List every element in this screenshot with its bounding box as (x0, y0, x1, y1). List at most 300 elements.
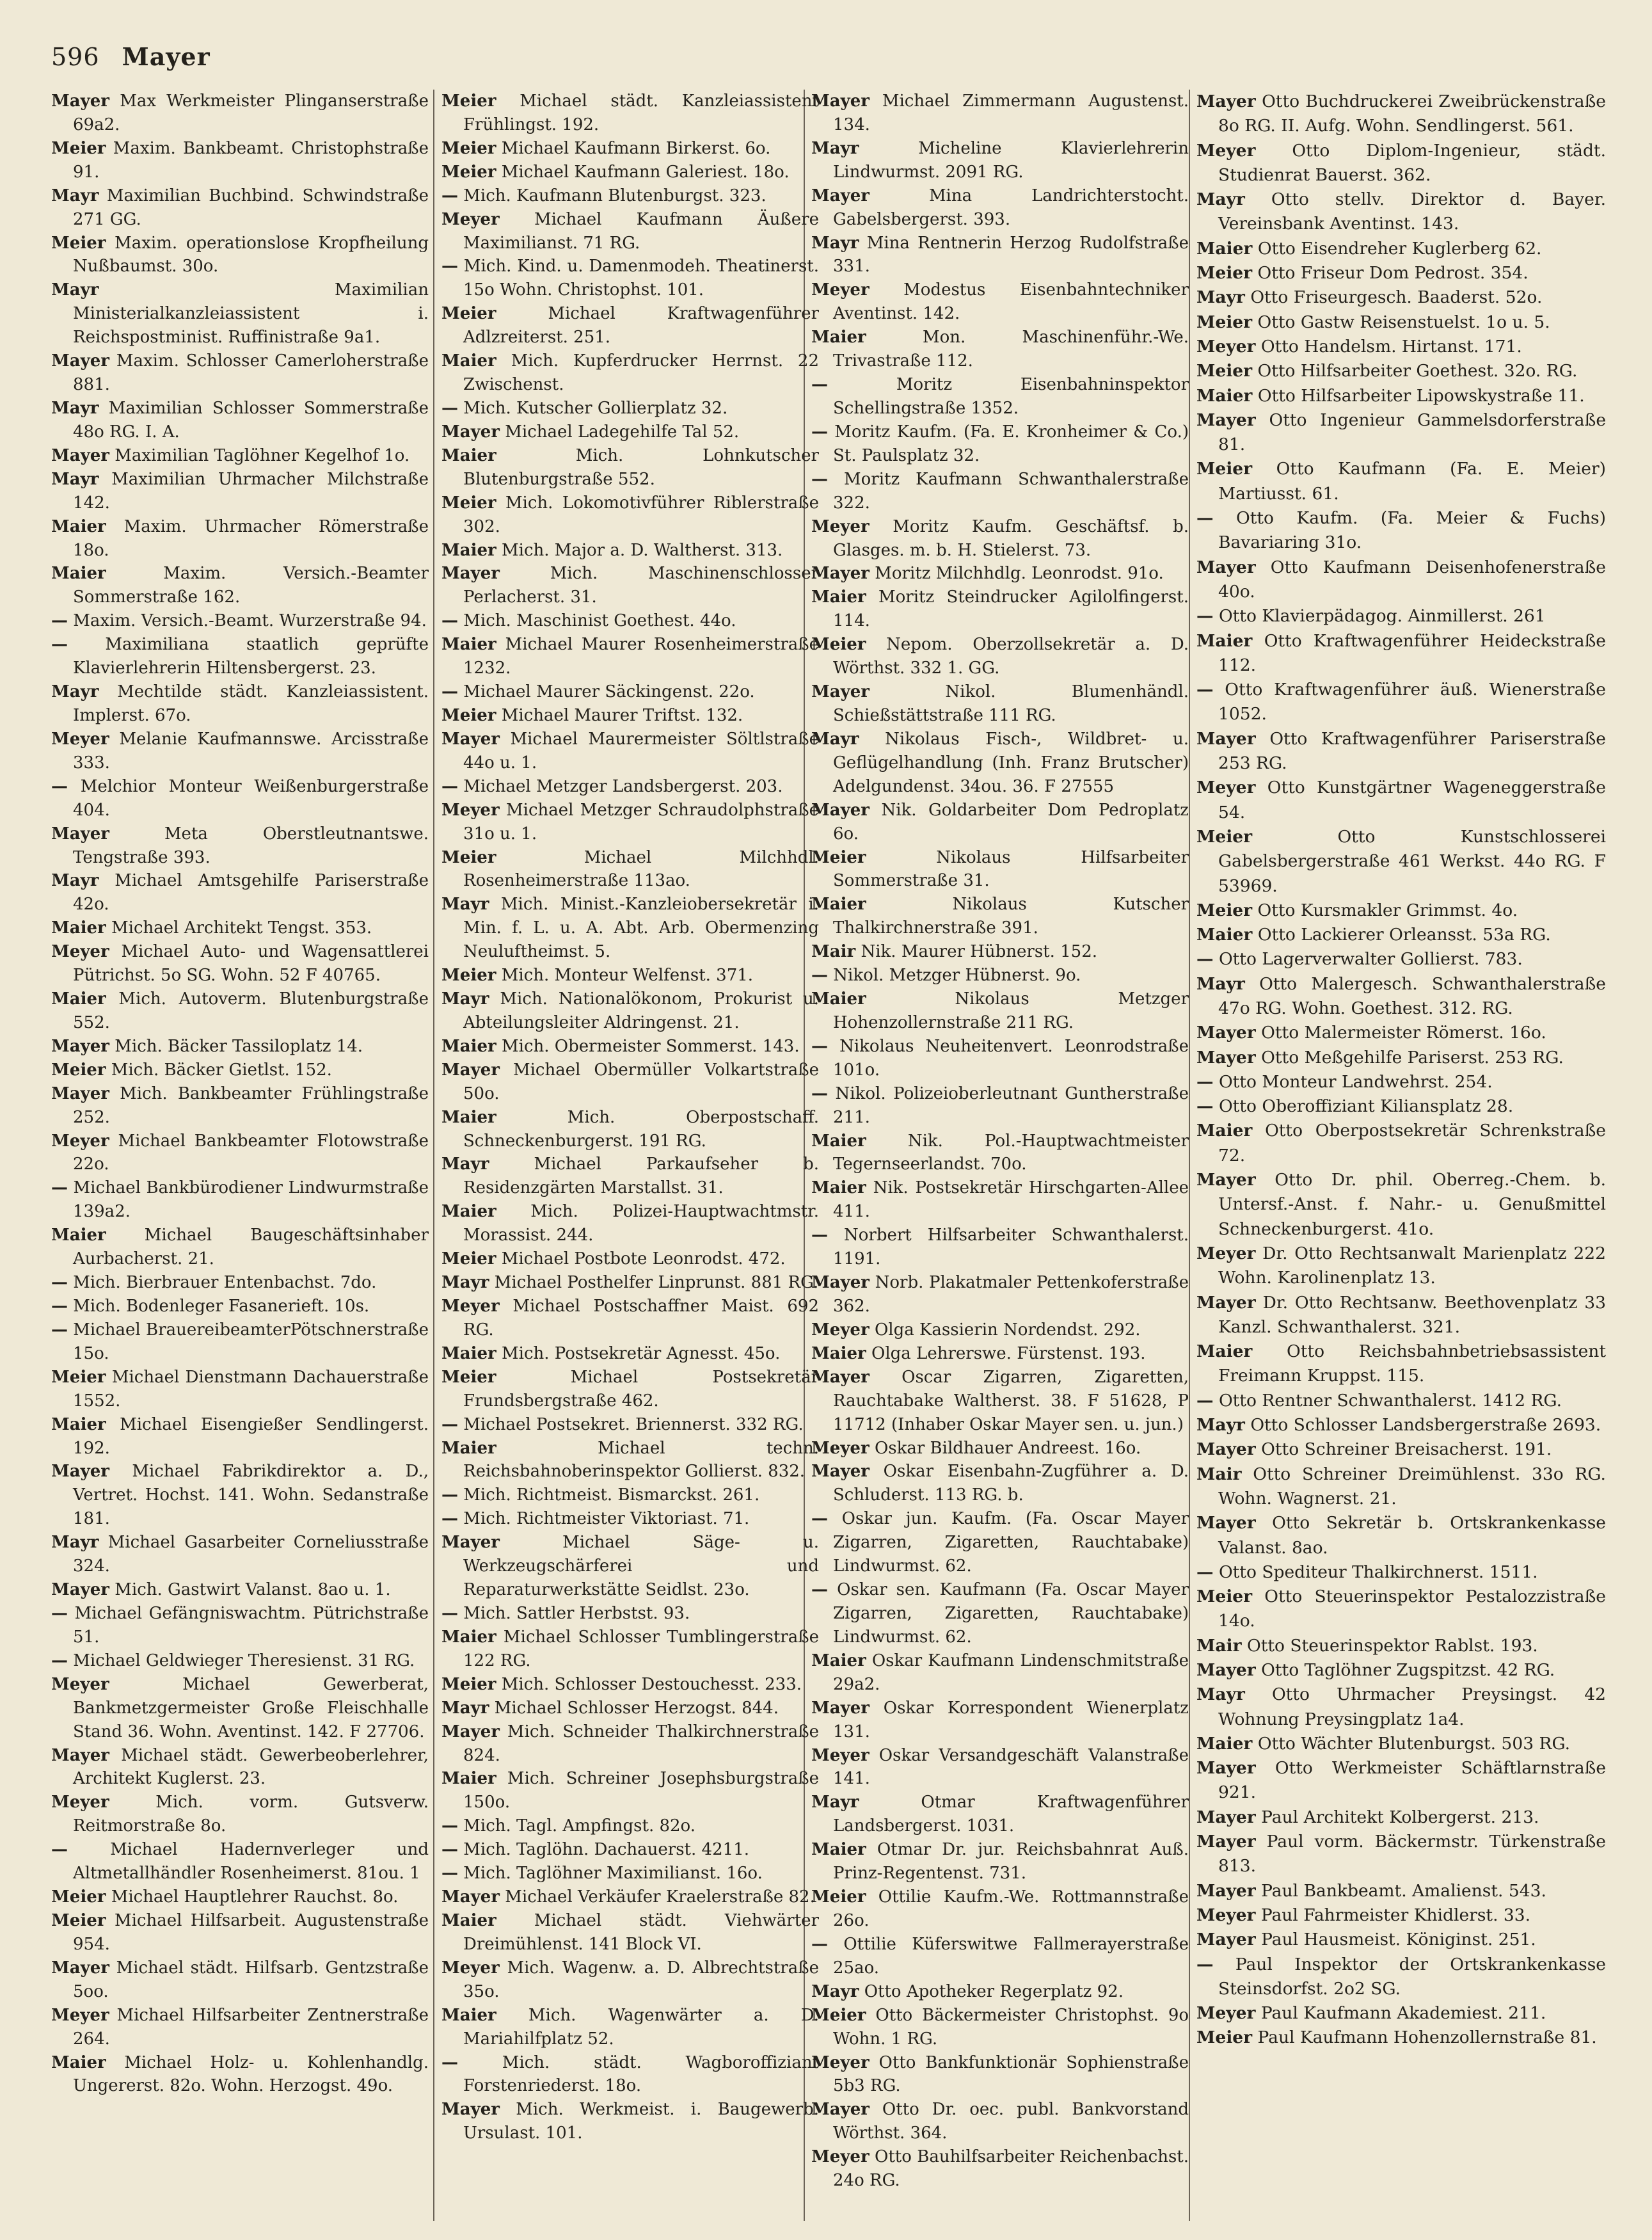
directory-entry (1196, 1830, 1606, 1879)
directory-entry (51, 1838, 429, 1885)
entry-surname: Mayr (811, 138, 859, 158)
entry-details: Mich. Major a. D. Waltherst. 313. (502, 540, 783, 560)
entry-details: Michael Holz- u. Kohlenhandlg. Ungererst. 82o. Wohn. Herzogst. 49o. (73, 2052, 429, 2096)
directory-entry (51, 1460, 429, 1531)
directory-entry (811, 1933, 1189, 1980)
directory-entry (1196, 237, 1606, 261)
entry-surname: Maier (811, 1131, 866, 1151)
directory-entry (51, 1885, 429, 1909)
entry-surname: Mayer (811, 186, 870, 205)
entry-surname: — (441, 1604, 458, 1623)
entry-surname: Mayer (1196, 1023, 1256, 1043)
directory-entry (441, 1507, 819, 1531)
directory-entry (441, 633, 819, 680)
directory-entry (811, 90, 1189, 137)
directory-entry (1196, 285, 1606, 310)
entry-details: Otto Dr. phil. Oberreg.-Chem. b. Untersf.-Anst. f. Nahr.- u. Genußmittel Schneckenburgerst. 41o. (1218, 1170, 1606, 1239)
entry-details: Otto Kraftwagenführer äuß. Wienerstraße 1052. (1218, 680, 1606, 724)
directory-entry (811, 515, 1189, 563)
directory-entry (1196, 678, 1606, 727)
directory-entry (441, 1059, 819, 1106)
entry-details: Otto Kursmakler Grimmst. 4o. (1257, 900, 1518, 920)
entry-surname: Mayer (51, 824, 109, 844)
entry-surname: Maier (1196, 1733, 1253, 1754)
running-title: Mayer (122, 42, 210, 71)
entry-surname: Maier (441, 1036, 496, 1056)
directory-entry (1196, 1756, 1606, 1805)
entry-surname: Mayer (1196, 1930, 1256, 1950)
entry-surname: — (811, 1509, 828, 1529)
entry-surname: — (441, 2052, 458, 2072)
directory-entry (51, 444, 429, 468)
entry-surname: — (441, 776, 458, 796)
directory-entry (1196, 1585, 1606, 1634)
entry-surname: Mayer (441, 564, 500, 584)
entry-details: Nikol. Polizeioberleutnant Guntherstraße 211. (833, 1084, 1189, 1127)
entry-surname: Mayer (1196, 410, 1256, 430)
entry-surname: Meyer (51, 1674, 109, 1694)
entry-surname: Mayer (1196, 1047, 1256, 1068)
entry-surname: Meier (51, 1367, 106, 1387)
entry-surname: Meier (1196, 312, 1253, 332)
directory-entry (51, 822, 429, 870)
directory-entry (1196, 2001, 1606, 2026)
entry-surname: Maier (1196, 925, 1253, 945)
entry-surname: Meier (441, 162, 496, 182)
entry-surname: Mayr (811, 1981, 859, 2001)
entry-surname: Meier (811, 1887, 866, 1907)
entry-details: Otto Hilfsarbeiter Goethest. 32o. RG. (1257, 361, 1578, 381)
directory-entry (811, 846, 1189, 893)
directory-entry (51, 775, 429, 822)
entry-surname: Mayer (51, 1958, 109, 1978)
entry-details: Modestus Eisenbahntechniker Aventinst. 142. (833, 280, 1189, 324)
directory-entry (1196, 2026, 1606, 2050)
directory-entry (1196, 947, 1606, 972)
directory-entry (1196, 1805, 1606, 1830)
directory-entry (441, 1956, 819, 2004)
directory-entry (811, 1130, 1189, 1177)
directory-entry (441, 1697, 819, 1720)
entry-details: Michael Zimmermann Augustenst. 134. (833, 92, 1189, 134)
entry-details: Otto Hilfsarbeiter Lipowskystraße 11. (1257, 385, 1585, 406)
column-4 (1196, 90, 1606, 2221)
entry-surname: Mayr (1196, 1684, 1245, 1705)
directory-entry (441, 1153, 819, 1200)
entry-details: Mich. Richtmeist. Bismarckst. 261. (463, 1485, 760, 1505)
directory-entry (51, 1673, 429, 1744)
directory-entry (51, 1413, 429, 1460)
entry-surname: Mayr (1196, 189, 1245, 210)
entry-surname: Meier (1196, 826, 1253, 847)
entry-details: Mich. Kutscher Gollierplatz 32. (463, 398, 728, 418)
directory-entry (441, 1342, 819, 1366)
entry-surname: Meyer (441, 1958, 500, 1978)
directory-entry (441, 2004, 819, 2051)
directory-entry (811, 1744, 1189, 1791)
entry-details: Otto Bäckermeister Christophst. 9o Wohn. 1 RG. (833, 2005, 1189, 2049)
directory-entry (1196, 139, 1606, 188)
entry-surname: — (441, 1509, 458, 1529)
entry-surname: — (51, 1320, 68, 1340)
directory-entry (811, 137, 1189, 184)
entry-surname: Meier (441, 705, 496, 725)
entry-surname: Mayer (441, 1887, 500, 1907)
entry-surname: Meyer (1196, 336, 1256, 356)
entry-details: Max Werkmeister Plinganserstraße 69a2. (73, 92, 429, 134)
directory-entry (51, 1578, 429, 1602)
entry-details: Otto Steuerinspektor Pestalozzistraße 14o. (1218, 1587, 1606, 1631)
entry-surname: Mayer (811, 1698, 870, 1718)
entry-surname: Mayer (441, 1722, 500, 1741)
entry-details: Michael Fabrikdirektor a. D., Vertret. Hochst. 141. Wohn. Sedanstraße 181. (73, 1462, 429, 1529)
entry-details: Nikolaus Kutscher Thalkirchnerstraße 391. (833, 895, 1189, 938)
entry-details: Mich. Schneider Thalkirchnerstraße 824. (463, 1722, 819, 1765)
directory-entry (811, 1460, 1189, 1507)
directory-entry (51, 940, 429, 988)
entry-surname: Mayr (51, 280, 99, 300)
directory-entry (811, 1578, 1189, 1649)
entry-details: Michael Schlosser Herzogst. 844. (494, 1698, 779, 1718)
directory-entry (1196, 1119, 1606, 1168)
directory-entry (811, 1082, 1189, 1130)
directory-entry (51, 1909, 429, 1956)
entry-surname: Maier (51, 1226, 106, 1245)
entry-details: Mich. Bodenleger Fasanerieft. 10s. (73, 1297, 370, 1316)
directory-entry (811, 1366, 1189, 1437)
directory-entry (51, 1791, 429, 1838)
directory-entry (51, 2004, 429, 2051)
directory-entry (1196, 1242, 1606, 1291)
entry-surname: — (811, 966, 828, 986)
entry-surname: — (441, 682, 458, 702)
entry-details: Nik. Postsekretär Hirschgarten-Allee 411. (833, 1178, 1189, 1222)
entry-details: Oskar jun. Kaufm. (Fa. Oscar Mayer Zigarren, Zigaretten, Rauchtabake) Lindwurmst. 62. (833, 1509, 1189, 1576)
entry-details: Melchior Monteur Weißenburgerstraße 404. (73, 776, 429, 820)
entry-details: Dr. Otto Rechtsanwalt Marienplatz 222 Wohn. Karolinenplatz 13. (1218, 1243, 1606, 1288)
entry-surname: — (441, 1414, 458, 1434)
entry-details: Otto Schreiner Breisacherst. 191. (1261, 1439, 1552, 1460)
entry-details: Otto Klavierpädagog. Ainmillerst. 261 (1218, 606, 1546, 627)
entry-surname: Mayr (51, 1533, 99, 1553)
directory-entry (441, 1106, 819, 1153)
entry-details: Nik. Pol.-Hauptwachtmeister Tegernseerlandst. 70o. (833, 1131, 1189, 1174)
entry-details: Michael Hadernverleger und Altmetallhändler Rosenheimerst. 81ou. 1 (73, 1840, 429, 1884)
directory-entry (51, 90, 429, 137)
entry-details: Mich. Werkmeist. i. Baugewerb. Ursulast. 101. (463, 2100, 819, 2143)
entry-surname: Mayer (811, 682, 870, 702)
directory-entry (441, 704, 819, 728)
directory-entry (51, 2051, 429, 2099)
entry-details: Nikol. Metzger Hübnerst. 9o. (833, 966, 1081, 986)
page-number: 596 (51, 43, 100, 71)
entry-surname: — (811, 375, 828, 395)
entry-surname: Maier (441, 1343, 496, 1363)
page-header (51, 42, 210, 81)
entry-details: Michael Postsekretär Frundsbergstraße 462. (463, 1367, 819, 1411)
entry-details: Mina Rentnerin Herzog Rudolfstraße 331. (833, 233, 1189, 276)
entry-details: Michael Gewerberat, Bankmetzgermeister Große Fleischhalle Stand 36. Wohn. Aventinst. 142. F 27706. (73, 1674, 429, 1741)
directory-entry (441, 728, 819, 775)
entry-details: Otto Lagerverwalter Gollierst. 783. (1218, 949, 1523, 970)
entry-details: Moritz Kaufm. (Fa. E. Kronheimer & Co.) St. Paulsplatz 32. (833, 422, 1189, 465)
entry-surname: Meier (441, 304, 496, 324)
entry-details: Otto Kaufmann Deisenhofenerstraße 40o. (1218, 557, 1606, 602)
directory-entry (811, 1437, 1189, 1460)
entry-details: Michael Kaufmann Äußere Maximilianst. 71 RG. (463, 209, 819, 253)
directory-entry (441, 1295, 819, 1342)
entry-details: Ottilie Küferswitwe Fallmerayerstraße 25ao. (833, 1934, 1189, 1978)
directory-entry (441, 492, 819, 539)
entry-details: Mich. Kupferdrucker Herrnst. 22 Zwischenst. (463, 351, 819, 395)
directory-entry (51, 1295, 429, 1318)
entry-details: Nikolaus Fisch-, Wildbret- u. Geflügelhandlung (Inh. Franz Brutscher) Adelgundenst. 34ou. 36. F 27555 (833, 729, 1189, 796)
entry-surname: Maier (1196, 630, 1253, 651)
entry-surname: Maier (51, 564, 106, 584)
entry-details: Oskar Bildhauer Andreest. 16o. (874, 1438, 1141, 1458)
entry-surname: — (811, 1934, 828, 1954)
entry-details: Nikol. Blumenhändl. Schießstättstraße 111 RG. (833, 682, 1189, 725)
entry-surname: Mayr (1196, 973, 1245, 994)
entry-surname: — (51, 1273, 68, 1293)
directory-entry (1196, 1437, 1606, 1462)
entry-surname: — (441, 1485, 458, 1505)
directory-entry (1196, 90, 1606, 139)
entry-details: Michael städt. Kanzleiassistent Frühlingst. 192. (463, 92, 819, 134)
entry-details: Paul Hausmeist. Königinst. 251. (1261, 1930, 1536, 1950)
entry-surname: Maier (51, 918, 106, 938)
directory-entry (811, 940, 1189, 964)
entry-surname: Mayer (51, 1745, 109, 1765)
directory-entry (51, 1176, 429, 1224)
entry-surname: — (1196, 1390, 1214, 1411)
entry-surname: Mayer (1196, 728, 1256, 749)
entry-details: Mina Landrichterstocht. Gabelsbergerst. 393. (833, 186, 1189, 229)
entry-details: Otto Uhrmacher Preysingst. 42 Wohnung Preysingplatz 1a4. (1218, 1684, 1606, 1729)
entry-surname: Mayer (811, 1462, 870, 1482)
directory-entry (441, 1035, 819, 1059)
entry-surname: — (811, 1084, 828, 1103)
entry-details: Michael Hilfsarbeit. Augustenstraße 954. (73, 1910, 429, 1954)
entry-details: Michael Hilfsarbeiter Zentnerstraße 264. (73, 2005, 429, 2049)
entry-details: Otto Friseurgesch. Baaderst. 52o. (1250, 287, 1543, 308)
entry-details: Nikolaus Neuheitenvert. Leonrodstraße 101o. (833, 1036, 1189, 1080)
entry-surname: Mayr (1196, 1415, 1245, 1436)
directory-entry (1196, 972, 1606, 1021)
directory-entry (441, 1484, 819, 1507)
entry-surname: — (441, 257, 458, 276)
directory-entry (1196, 1658, 1606, 1683)
entry-surname: Mayr (811, 729, 859, 749)
entry-surname: — (1196, 1562, 1214, 1582)
entry-surname: Meyer (1196, 778, 1256, 798)
entry-details: Michael Eisengießer Sendlingerst. 192. (73, 1414, 429, 1458)
directory-entry (441, 302, 819, 349)
entry-details: Otto Eisendreher Kuglerberg 62. (1257, 238, 1542, 259)
entry-details: Otto Monteur Landwehrst. 254. (1218, 1071, 1493, 1092)
directory-entry (51, 184, 429, 232)
entry-surname: Meyer (1196, 1243, 1256, 1263)
entry-details: Otto Kunstgärtner Wageneggerstraße 54. (1218, 778, 1606, 822)
entry-surname: Mayer (441, 1533, 500, 1553)
entry-surname: Mayr (811, 233, 859, 253)
entry-surname: — (51, 1840, 68, 1860)
entry-details: Mon. Maschinenführ.-We. Trivastraße 112. (833, 328, 1189, 371)
directory-entry (441, 1247, 819, 1271)
entry-surname: Meyer (811, 280, 870, 300)
entry-surname: Maier (811, 1651, 866, 1670)
directory-entry (441, 799, 819, 846)
directory-entry (1196, 1021, 1606, 1045)
entry-details: Maximilian Ministerialkanzleiassistent i. Reichspostminist. Ruffinistraße 9a1. (73, 280, 429, 348)
directory-entry (51, 633, 429, 680)
entry-details: Michael Milchhdl. Rosenheimerstraße 113ao. (463, 847, 819, 891)
directory-entry (441, 1437, 819, 1484)
entry-details: Otto stellv. Direktor d. Bayer. Vereinsbank Aventinst. 143. (1218, 189, 1606, 234)
directory-entry (441, 1626, 819, 1673)
entry-details: Dr. Otto Rechtsanw. Beethovenplatz 33 Kanzl. Schwanthalerst. 321. (1218, 1292, 1606, 1337)
entry-details: Mich. Lohnkutscher Blutenburgstraße 552. (463, 445, 819, 489)
entry-details: Oskar sen. Kaufmann (Fa. Oscar Mayer Zigarren, Zigaretten, Rauchtabake) Lindwurmst. 62. (833, 1580, 1189, 1647)
entry-details: Otto Friseur Dom Pedrost. 354. (1257, 263, 1529, 284)
directory-entry (441, 1531, 819, 1602)
directory-entry (811, 1649, 1189, 1697)
directory-entry (51, 397, 429, 444)
entry-details: Otto Kunstschlosserei Gabelsbergerstraße 461 Werkst. 44o RG. F 53969. (1218, 826, 1606, 896)
entry-details: Otto Sekretär b. Ortskrankenkasse Valanst. 8ao. (1218, 1513, 1606, 1558)
entry-details: Norb. Plakatmaler Pettenkoferstraße 362. (833, 1273, 1189, 1316)
directory-entry (1196, 923, 1606, 947)
entry-details: Michael städt. Viehwärter Dreimühlenst. 141 Block VI. (463, 1910, 819, 1954)
entry-surname: Maier (811, 1178, 866, 1198)
entry-surname: Mayr (51, 469, 99, 489)
entry-surname: Mayer (441, 2100, 500, 2120)
entry-details: Michael Maurer Säckingenst. 22o. (463, 682, 755, 702)
directory-entry (1196, 727, 1606, 776)
entry-surname: Meier (51, 1887, 106, 1907)
entry-details: Paul vorm. Bäckermstr. Türkenstraße 813. (1218, 1832, 1606, 1876)
entry-surname: Meyer (51, 2005, 109, 2025)
entry-surname: Maier (441, 1627, 496, 1647)
entry-details: Michael Geldwieger Theresienst. 31 RG. (73, 1651, 415, 1670)
entry-details: Otto Gastw Reisenstuelst. 1o u. 5. (1257, 312, 1550, 332)
entry-details: Otto Taglöhner Zugspitzst. 42 RG. (1261, 1660, 1555, 1680)
entry-details: Mich. Bierbrauer Entenbachst. 7do. (73, 1273, 377, 1293)
entry-details: Oskar Versandgeschäft Valanstraße 141. (833, 1745, 1189, 1789)
directory-entry (441, 775, 819, 799)
entry-surname: Meyer (441, 800, 500, 820)
entry-details: Moritz Milchhdlg. Leonrodst. 91o. (875, 564, 1164, 584)
entry-surname: Meyer (441, 209, 500, 229)
entry-surname: Mayer (1196, 1170, 1256, 1190)
entry-surname: Mayr (51, 186, 99, 205)
entry-surname: Meier (441, 92, 496, 111)
entry-surname: — (441, 611, 458, 631)
directory-entry (1196, 556, 1606, 605)
entry-details: Michael Maurermeister Söltlstraße 44o u. 1. (463, 729, 819, 772)
entry-details: Moritz Eisenbahninspektor Schellingstraße 1352. (833, 375, 1189, 418)
directory-entry (1196, 1168, 1606, 1242)
entry-details: Oscar Zigarren, Zigaretten, Rauchtabake Waltherst. 38. F 51628, P 11712 (Inhaber Oskar Mayer sen. u. jun.) (833, 1367, 1189, 1434)
entry-details: Michael Postbote Leonrodst. 472. (501, 1249, 786, 1269)
directory-entry (811, 1176, 1189, 1224)
entry-surname: Meyer (811, 1745, 870, 1765)
entry-surname: Meier (1196, 2028, 1253, 2048)
entry-details: Nikolaus Hilfsarbeiter Sommerstraße 31. (833, 847, 1189, 891)
entry-details: Otto Ingenieur Gammelsdorferstraße 81. (1218, 410, 1606, 455)
entry-surname: Mayer (1196, 1832, 1256, 1852)
directory-entry (1196, 506, 1606, 556)
column-3 (811, 90, 1189, 2221)
entry-surname: Meyer (51, 1131, 109, 1151)
directory-entry (1196, 1340, 1606, 1389)
directory-entry (51, 137, 429, 184)
directory-entry (811, 278, 1189, 326)
directory-entry (51, 562, 429, 609)
directory-entry (811, 586, 1189, 633)
entry-surname: Mayer (811, 92, 870, 111)
entry-details: Michael Architekt Tengst. 353. (111, 918, 372, 938)
entry-surname: Mayer (441, 1060, 500, 1080)
directory-entry (441, 680, 819, 704)
entry-details: Michael Kaufmann Galeriest. 18o. (501, 162, 790, 182)
entry-surname: Maier (51, 989, 106, 1009)
entry-details: Otto Kraftwagenführer Heideckstraße 112. (1218, 630, 1606, 675)
entry-details: Otto Oberoffiziant Kiliansplatz 28. (1218, 1096, 1514, 1117)
entry-surname: Maier (441, 351, 496, 371)
entry-surname: Meyer (811, 516, 870, 536)
entry-surname: — (441, 1840, 458, 1860)
entry-surname: Mayer (51, 445, 109, 465)
entry-details: Michael Postschaffner Maist. 692 RG. (463, 1297, 819, 1340)
directory-entry (51, 278, 429, 349)
directory-entry (51, 1271, 429, 1295)
entry-details: Olga Kassierin Nordendst. 292. (874, 1320, 1141, 1340)
directory-entry (441, 609, 819, 633)
directory-entry (441, 562, 819, 609)
entry-surname: — (811, 1036, 828, 1056)
entry-surname: Meyer (1196, 140, 1256, 161)
entry-details: Paul Bankbeamt. Amalienst. 543. (1261, 1880, 1546, 1901)
entry-details: Michael Metzger Schraudolphstraße 31o u. 1. (463, 800, 819, 844)
directory-entry (1196, 1291, 1606, 1340)
directory-entry (441, 90, 819, 137)
entry-surname: Mayr (441, 1155, 489, 1174)
directory-entry (1196, 1953, 1606, 2002)
directory-entry (441, 1909, 819, 1956)
directory-entry (51, 515, 429, 563)
entry-surname: Maier (441, 635, 496, 655)
directory-entry (1196, 825, 1606, 899)
entry-surname: — (1196, 1954, 1214, 1974)
entry-surname: Meyer (441, 1297, 500, 1316)
entry-surname: Mair (1196, 1464, 1242, 1484)
directory-entry (811, 1342, 1189, 1366)
directory-entry (51, 1956, 429, 2004)
directory-entry (51, 609, 429, 633)
entry-details: Michael Hauptlehrer Rauchst. 8o. (111, 1887, 399, 1907)
entry-surname: Meier (441, 1367, 496, 1387)
entry-details: Norbert Hilfsarbeiter Schwanthalerst. 1191. (833, 1226, 1189, 1269)
entry-details: Otto Handelsm. Hirtanst. 171. (1260, 336, 1522, 356)
entry-details: Michael Verkäufer Kraelerstraße 82. (505, 1887, 815, 1907)
directory-entry (1196, 1389, 1606, 1413)
directory-entry (51, 349, 429, 397)
directory-entry (51, 1035, 429, 1059)
directory-entry (51, 1649, 429, 1673)
entry-details: Michael techn. Reichsbahnoberinspektor Gollierst. 832. (463, 1438, 819, 1482)
entry-details: Mich. Maschinenschlosser Perlacherst. 31. (463, 564, 819, 607)
